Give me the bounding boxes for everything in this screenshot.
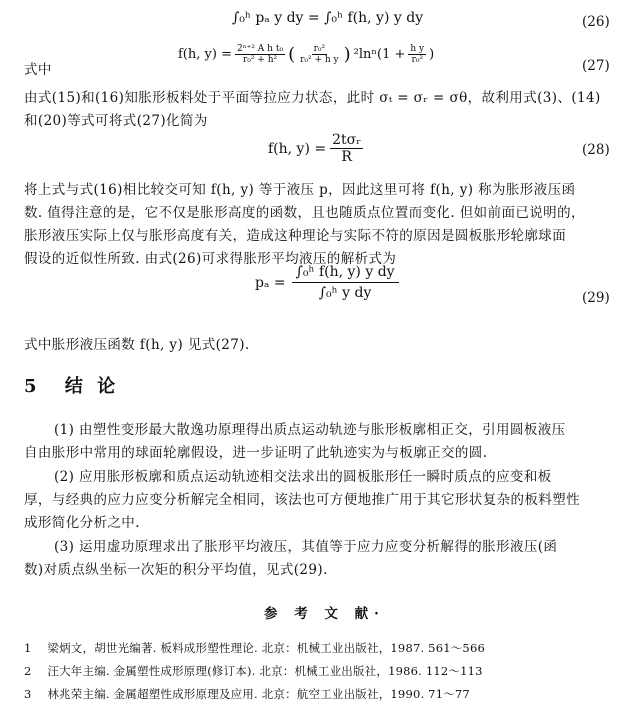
equation-26-number: (26) <box>582 14 610 30</box>
equation-27-frac1-num: 2ⁿ⁺² A h t₀ <box>236 44 284 54</box>
equation-27-frac1 <box>235 44 285 65</box>
section-number: 5 <box>24 376 41 397</box>
reference-number: 3 <box>24 687 32 701</box>
reference-text: 汪大年主编. 金属塑性成形原理(修订本). 北京：机械工业出版社，1986. 112～113 <box>47 664 483 678</box>
equation-27: f(h, y) = $\frac{\text{2ⁿ⁺² A h t₀}}{\text{r₀² + h²}}$ ( $\frac{\text{r₀²}}{\text{r₀² + h y}}$ ) ²lnⁿ(1 + $\frac{\text{h y}}{\text{r₀²}}$ ) <box>178 44 435 65</box>
reference-text: 梁炳文，胡世光编著. 板料成形塑性理论. 北京：机械工业出版社，1987. 561～566 <box>47 641 485 655</box>
conclusion-2-line-1: (2) 应用胀形板廓和质点运动轨迹相交法求出的圆板胀形任一瞬时质点的应变和板 <box>54 469 552 485</box>
conclusion-3-line-1: (3) 运用虚功原理求出了胀形平均液压，其值等于应力应变分析解得的胀形液压(函 <box>54 539 558 555</box>
paragraph-3-line-1: 式中胀形液压函数 f(h, y) 见式(27). <box>24 337 250 353</box>
equation-27-lead: 式中 <box>24 62 52 78</box>
equation-29-frac <box>292 262 399 303</box>
equation-27-number: (27) <box>582 58 610 74</box>
equation-29 <box>255 262 399 303</box>
equation-27-frac3-den: r₀² <box>411 55 424 65</box>
references-title: 参 考 文 献· <box>264 606 385 622</box>
equation-27-lhs: f(h, y) = <box>178 47 232 62</box>
conclusion-2-line-3: 成形简化分析之中. <box>24 515 140 531</box>
conclusion-3-line-2: 数)对质点纵坐标一次矩的积分平均值，见式(29). <box>24 562 328 578</box>
equation-26: ∫₀ʰ pₐ y dy = ∫₀ʰ f(h, y) y dy <box>232 10 424 26</box>
reference-item <box>24 686 470 702</box>
reference-item <box>24 663 483 679</box>
paragraph-2-line-1: 将上式与式(16)相比较交可知 f(h, y) 等于液压 p，因此这里可将 f(h, y) 称为胀形液压函 <box>24 182 576 198</box>
paragraph-2-line-2: 数. 值得注意的是，它不仅是胀形高度的函数，且也随质点位置而变化. 但如前面已说明的， <box>24 205 585 221</box>
equation-27-close: ) <box>429 47 435 62</box>
reference-number: 2 <box>24 664 32 678</box>
equation-28-frac <box>330 132 363 165</box>
equation-29-number: (29) <box>582 290 610 306</box>
equation-29-lhs: pₐ = <box>255 274 286 291</box>
conclusion-1-line-1: (1) 由塑性变形最大散逸功原理得出质点运动轨迹与胀形板廓相正交，引用圆板液压 <box>54 422 566 438</box>
conclusion-2-line-2: 厚，与经典的应力应变分析解完全相同，该法也可方便地推广用于其它形状复杂的板料塑性 <box>24 492 580 508</box>
equation-28-den: R <box>341 149 352 165</box>
equation-29-num: ∫₀ʰ f(h, y) y dy <box>292 262 399 283</box>
equation-27-frac2-num: r₀² <box>313 44 326 54</box>
equation-27-frac3-num: h y <box>410 44 425 54</box>
reference-item <box>24 640 485 656</box>
reference-number: 1 <box>24 641 32 655</box>
equation-28-number: (28) <box>582 142 610 158</box>
reference-text: 林兆荣主编. 金属超塑性成形原理及应用. 北京：航空工业出版社，1990. 71～77 <box>47 687 470 701</box>
equation-27-frac2-den: r₀² + h y <box>300 55 339 65</box>
paragraph-1-line-1: 由式(15)和(16)知胀形板料处于平面等拉应力状态，此时 σₜ = σᵣ = σθ，故利用式(3)、(14) <box>24 90 601 106</box>
equation-27-frac3 <box>408 44 426 65</box>
paragraph-2-line-4: 假设的近似性所致. 由式(26)可求得胀形平均液压的解析式为 <box>24 251 397 267</box>
paragraph-1-line-2: 和(20)等式可将式(27)化简为 <box>24 113 208 129</box>
equation-27-ln: ²lnⁿ(1 + <box>353 47 406 62</box>
equation-27-frac1-den: r₀² + h² <box>242 55 278 65</box>
equation-27-frac2 <box>298 44 341 65</box>
section-heading <box>24 372 119 398</box>
conclusion-1-line-2: 自由胀形中常用的球面轮廓假设，进一步证明了此轨迹实为与板廓正交的圆. <box>24 445 488 461</box>
equation-28 <box>268 132 363 165</box>
equation-29-den: ∫₀ʰ y dy <box>318 285 372 301</box>
paragraph-2-line-3: 胀形液压实际上仅与胀形高度有关，造成这种理论与实际不符的原因是圆板胀形轮廓球面 <box>24 228 567 244</box>
equation-28-num: 2tσᵣ <box>332 132 362 148</box>
equation-28-lhs: f(h, y) = <box>268 140 327 157</box>
section-title: 结 论 <box>64 376 120 397</box>
